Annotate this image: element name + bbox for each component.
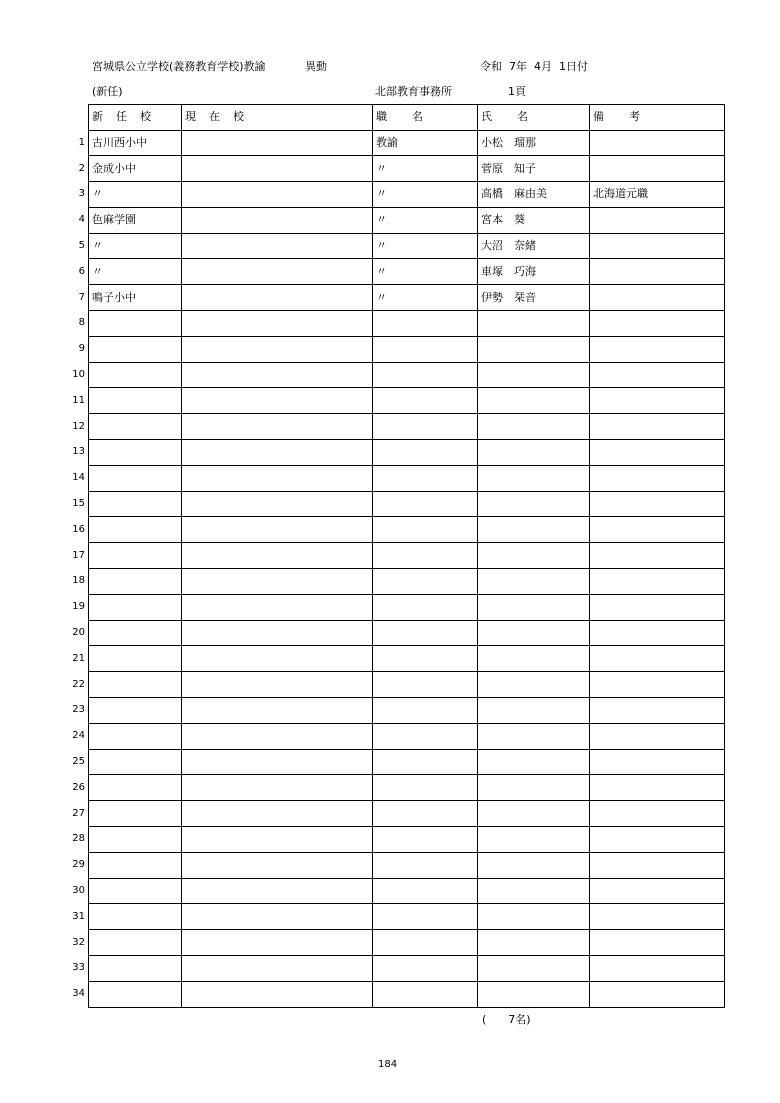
remarks-cell — [590, 207, 725, 233]
row-number: 15 — [72, 498, 85, 510]
name-cell — [478, 775, 590, 801]
remarks-cell — [590, 414, 725, 440]
current-school-cell — [182, 336, 373, 362]
transfer-type: 異動 — [305, 60, 327, 73]
new-school-cell — [89, 517, 182, 543]
remarks-cell — [590, 878, 725, 904]
new-school-cell — [89, 414, 182, 440]
current-school-cell — [182, 672, 373, 698]
name-cell — [478, 698, 590, 724]
current-school-cell — [182, 491, 373, 517]
name-cell: 車塚 巧海 — [478, 259, 590, 285]
position-cell — [373, 388, 478, 414]
name-cell: 伊勢 栞音 — [478, 285, 590, 311]
new-school-cell — [89, 904, 182, 930]
current-school-cell — [182, 594, 373, 620]
new-school-cell — [89, 569, 182, 595]
new-school-cell — [89, 801, 182, 827]
new-school-cell: 〃 — [89, 259, 182, 285]
new-school-cell — [89, 981, 182, 1007]
row-number: 32 — [72, 936, 85, 948]
new-school-cell — [89, 620, 182, 646]
name-cell — [478, 336, 590, 362]
position-cell — [373, 981, 478, 1007]
current-school-cell — [182, 259, 373, 285]
new-school-cell: 古川西小中 — [89, 130, 182, 156]
row-number: 22 — [72, 678, 85, 690]
remarks-cell — [590, 233, 725, 259]
row-number: 33 — [72, 962, 85, 974]
new-school-cell — [89, 362, 182, 388]
new-school-cell — [89, 930, 182, 956]
table-row — [89, 749, 725, 775]
remarks-cell — [590, 801, 725, 827]
row-number: 25 — [72, 756, 85, 768]
table-row — [89, 233, 725, 259]
column-header-remarks: 備 考 — [590, 105, 725, 131]
remarks-cell — [590, 723, 725, 749]
table-row — [89, 156, 725, 182]
name-cell — [478, 594, 590, 620]
current-school-cell — [182, 388, 373, 414]
position-cell — [373, 878, 478, 904]
remarks-cell — [590, 852, 725, 878]
current-school-cell — [182, 414, 373, 440]
position-cell — [373, 646, 478, 672]
total-count: ( 7名) — [482, 1013, 531, 1026]
remarks-cell — [590, 904, 725, 930]
table-row — [89, 827, 725, 853]
remarks-cell — [590, 388, 725, 414]
new-school-cell — [89, 698, 182, 724]
table-row — [89, 517, 725, 543]
current-school-cell — [182, 517, 373, 543]
name-cell — [478, 311, 590, 337]
current-school-cell — [182, 878, 373, 904]
name-cell — [478, 569, 590, 595]
position-cell — [373, 698, 478, 724]
current-school-cell — [182, 362, 373, 388]
current-school-cell — [182, 930, 373, 956]
column-header-name: 氏 名 — [478, 105, 590, 131]
remarks-cell — [590, 465, 725, 491]
current-school-cell — [182, 723, 373, 749]
name-cell: 菅原 知子 — [478, 156, 590, 182]
new-school-cell — [89, 491, 182, 517]
table-row — [89, 465, 725, 491]
row-number: 16 — [72, 523, 85, 535]
table-row — [89, 646, 725, 672]
row-number: 24 — [72, 730, 85, 742]
position-cell — [373, 672, 478, 698]
page-number: 184 — [378, 1059, 398, 1070]
new-school-cell: 鳴子小中 — [89, 285, 182, 311]
row-number: 31 — [72, 910, 85, 922]
table-row — [89, 285, 725, 311]
table-row — [89, 904, 725, 930]
current-school-cell — [182, 156, 373, 182]
table-row — [89, 182, 725, 208]
position-cell — [373, 775, 478, 801]
remarks-cell — [590, 440, 725, 466]
name-cell — [478, 723, 590, 749]
table-row — [89, 543, 725, 569]
new-school-cell — [89, 956, 182, 982]
column-header-new-school: 新 任 校 — [89, 105, 182, 131]
table-row — [89, 672, 725, 698]
row-number: 3 — [78, 188, 85, 200]
column-header-current-school: 現 在 校 — [182, 105, 373, 131]
position-cell — [373, 569, 478, 595]
name-cell: 大沼 奈緒 — [478, 233, 590, 259]
table-row — [89, 130, 725, 156]
name-cell — [478, 956, 590, 982]
table-row — [89, 414, 725, 440]
position-cell — [373, 723, 478, 749]
current-school-cell — [182, 182, 373, 208]
new-school-cell — [89, 878, 182, 904]
current-school-cell — [182, 981, 373, 1007]
table-row — [89, 569, 725, 595]
position-cell — [373, 620, 478, 646]
office-name: 北部教育事務所 — [375, 85, 452, 98]
table-row — [89, 362, 725, 388]
new-school-cell: 金成小中 — [89, 156, 182, 182]
row-number: 18 — [72, 575, 85, 587]
table-row — [89, 620, 725, 646]
current-school-cell — [182, 311, 373, 337]
row-number: 14 — [72, 472, 85, 484]
table-row — [89, 440, 725, 466]
position-cell: 教諭 — [373, 130, 478, 156]
remarks-cell — [590, 259, 725, 285]
remarks-cell — [590, 362, 725, 388]
new-school-cell — [89, 440, 182, 466]
row-number: 12 — [72, 420, 85, 432]
new-school-cell: 色麻学園 — [89, 207, 182, 233]
remarks-cell — [590, 827, 725, 853]
table-row — [89, 878, 725, 904]
name-cell — [478, 491, 590, 517]
current-school-cell — [182, 440, 373, 466]
row-number: 23 — [72, 704, 85, 716]
row-number: 4 — [78, 214, 85, 226]
new-school-cell — [89, 723, 182, 749]
remarks-cell — [590, 956, 725, 982]
current-school-cell — [182, 749, 373, 775]
current-school-cell — [182, 465, 373, 491]
table-row — [89, 723, 725, 749]
current-school-cell — [182, 569, 373, 595]
name-cell — [478, 388, 590, 414]
current-school-cell — [182, 233, 373, 259]
new-school-cell: 〃 — [89, 233, 182, 259]
column-header-position: 職 名 — [373, 105, 478, 131]
position-cell — [373, 956, 478, 982]
name-cell — [478, 801, 590, 827]
document-title: 宮城県公立学校(義務教育学校)教諭 — [92, 60, 266, 73]
remarks-cell — [590, 749, 725, 775]
position-cell: 〃 — [373, 182, 478, 208]
row-number: 29 — [72, 859, 85, 871]
remarks-cell — [590, 156, 725, 182]
row-number: 21 — [72, 652, 85, 664]
position-cell — [373, 362, 478, 388]
current-school-cell — [182, 956, 373, 982]
position-cell — [373, 852, 478, 878]
position-cell: 〃 — [373, 285, 478, 311]
remarks-cell — [590, 130, 725, 156]
row-number: 1 — [78, 136, 85, 148]
current-school-cell — [182, 698, 373, 724]
position-cell: 〃 — [373, 259, 478, 285]
name-cell — [478, 465, 590, 491]
name-cell — [478, 878, 590, 904]
current-school-cell — [182, 285, 373, 311]
sheet-page: 1頁 — [508, 85, 526, 98]
position-cell: 〃 — [373, 156, 478, 182]
remarks-cell — [590, 672, 725, 698]
remarks-cell — [590, 285, 725, 311]
remarks-cell — [590, 336, 725, 362]
table-row — [89, 259, 725, 285]
table-row — [89, 491, 725, 517]
current-school-cell — [182, 130, 373, 156]
new-school-cell: 〃 — [89, 182, 182, 208]
position-cell — [373, 749, 478, 775]
name-cell — [478, 672, 590, 698]
remarks-cell — [590, 775, 725, 801]
name-cell — [478, 981, 590, 1007]
name-cell — [478, 852, 590, 878]
current-school-cell — [182, 852, 373, 878]
remarks-cell — [590, 981, 725, 1007]
table-row — [89, 801, 725, 827]
table-row — [89, 594, 725, 620]
position-cell — [373, 801, 478, 827]
row-number: 11 — [72, 394, 85, 406]
current-school-cell — [182, 207, 373, 233]
name-cell — [478, 517, 590, 543]
name-cell — [478, 646, 590, 672]
name-cell — [478, 362, 590, 388]
name-cell — [478, 620, 590, 646]
name-cell — [478, 414, 590, 440]
current-school-cell — [182, 827, 373, 853]
position-cell — [373, 311, 478, 337]
remarks-cell — [590, 594, 725, 620]
row-number: 9 — [78, 343, 85, 355]
current-school-cell — [182, 775, 373, 801]
row-number: 20 — [72, 627, 85, 639]
new-school-cell — [89, 594, 182, 620]
remarks-cell — [590, 620, 725, 646]
new-school-cell — [89, 646, 182, 672]
new-school-cell — [89, 672, 182, 698]
row-number: 8 — [78, 317, 85, 329]
table-row — [89, 956, 725, 982]
table-row — [89, 698, 725, 724]
position-cell — [373, 517, 478, 543]
position-cell — [373, 414, 478, 440]
row-number: 28 — [72, 833, 85, 845]
new-school-cell — [89, 827, 182, 853]
current-school-cell — [182, 543, 373, 569]
position-cell — [373, 930, 478, 956]
name-cell — [478, 440, 590, 466]
table-row — [89, 336, 725, 362]
remarks-cell — [590, 311, 725, 337]
remarks-cell — [590, 491, 725, 517]
remarks-cell — [590, 569, 725, 595]
row-number: 7 — [78, 291, 85, 303]
position-cell — [373, 904, 478, 930]
row-number: 13 — [72, 446, 85, 458]
name-cell — [478, 930, 590, 956]
personnel-table — [88, 104, 725, 1008]
category-label: (新任) — [92, 85, 123, 98]
remarks-cell — [590, 698, 725, 724]
effective-date: 令和 7年 4月 1日付 — [480, 60, 588, 73]
position-cell: 〃 — [373, 207, 478, 233]
remarks-cell — [590, 517, 725, 543]
name-cell — [478, 827, 590, 853]
remarks-cell — [590, 646, 725, 672]
row-number: 2 — [78, 162, 85, 174]
row-number: 10 — [72, 369, 85, 381]
name-cell: 宮本 葵 — [478, 207, 590, 233]
row-number: 26 — [72, 781, 85, 793]
name-cell: 小松 瑠那 — [478, 130, 590, 156]
new-school-cell — [89, 775, 182, 801]
table-row — [89, 852, 725, 878]
current-school-cell — [182, 646, 373, 672]
current-school-cell — [182, 801, 373, 827]
new-school-cell — [89, 749, 182, 775]
row-number: 19 — [72, 601, 85, 613]
position-cell — [373, 440, 478, 466]
row-number: 6 — [78, 265, 85, 277]
table-row — [89, 930, 725, 956]
new-school-cell — [89, 852, 182, 878]
table-header-row — [89, 105, 725, 131]
table-row — [89, 207, 725, 233]
current-school-cell — [182, 904, 373, 930]
name-cell — [478, 904, 590, 930]
position-cell — [373, 543, 478, 569]
new-school-cell — [89, 311, 182, 337]
table-row — [89, 311, 725, 337]
name-cell — [478, 749, 590, 775]
position-cell — [373, 336, 478, 362]
remarks-cell — [590, 543, 725, 569]
position-cell — [373, 594, 478, 620]
row-number: 34 — [72, 988, 85, 1000]
current-school-cell — [182, 620, 373, 646]
position-cell — [373, 465, 478, 491]
new-school-cell — [89, 388, 182, 414]
row-number: 17 — [72, 549, 85, 561]
table-row — [89, 775, 725, 801]
table-row — [89, 388, 725, 414]
table-row — [89, 981, 725, 1007]
position-cell: 〃 — [373, 233, 478, 259]
new-school-cell — [89, 543, 182, 569]
row-number: 27 — [72, 807, 85, 819]
name-cell — [478, 543, 590, 569]
position-cell — [373, 491, 478, 517]
row-number: 5 — [78, 240, 85, 252]
row-number: 30 — [72, 885, 85, 896]
new-school-cell — [89, 336, 182, 362]
position-cell — [373, 827, 478, 853]
remarks-cell: 北海道元職 — [590, 182, 725, 208]
remarks-cell — [590, 930, 725, 956]
new-school-cell — [89, 465, 182, 491]
name-cell: 高橋 麻由美 — [478, 182, 590, 208]
